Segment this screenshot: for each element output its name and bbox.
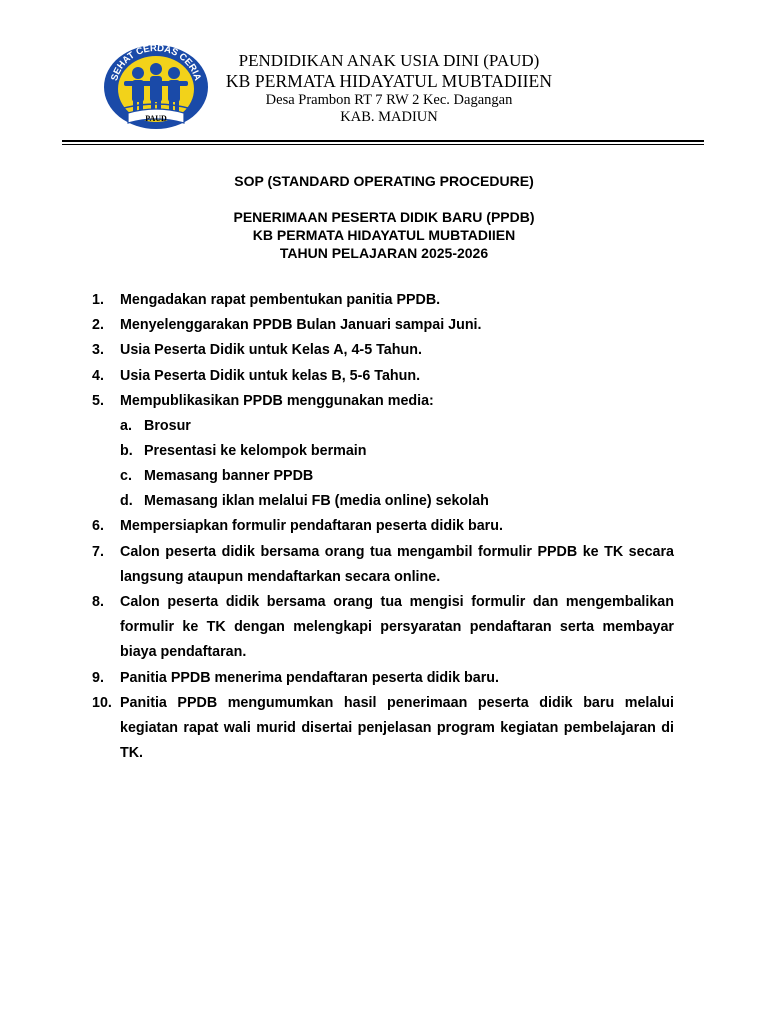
list-item-text: Mengadakan rapat pembentukan panitia PPDB.	[120, 292, 441, 308]
institution-type: PENDIDIKAN ANAK USIA DINI (PAUD)	[238, 51, 540, 70]
sub-list-item-letter: b.	[120, 443, 133, 459]
sub-list-item-letter: a.	[120, 418, 132, 434]
sub-list-item-letter: d.	[120, 493, 133, 509]
list-item-text: Usia Peserta Didik untuk kelas B, 5-6 Tahun.	[120, 368, 421, 384]
document-subtitle-3: TAHUN PELAJARAN 2025-2026	[279, 245, 489, 261]
sub-list-item-text: Brosur	[144, 418, 191, 434]
institution-address: Desa Prambon RT 7 RW 2 Kec. Dagangan	[265, 92, 513, 108]
document-title: SOP (STANDARD OPERATING PROCEDURE)	[234, 173, 534, 189]
sub-list-item-text: Presentasi ke kelompok bermain	[144, 443, 367, 459]
sub-list-item-letter: c.	[120, 468, 132, 484]
institution-regency: KAB. MADIUN	[340, 109, 438, 125]
list-item-text: Calon peserta didik bersama orang tua mengambil formulir PPDB ke TK secara langsung ataupun mendaftarkan secara online.	[120, 544, 674, 586]
list-item-number: 6.	[92, 518, 104, 534]
logo-badge-text: PAUD	[145, 114, 167, 123]
letterhead-divider-thick	[62, 140, 704, 142]
sub-list-item-text: Memasang iklan melalui FB (media online) sekolah	[144, 493, 489, 509]
paud-logo	[102, 43, 210, 131]
logo-ring-text: SEHAT CERDAS CERIA	[109, 43, 203, 83]
sub-list-item-text: Memasang banner PPDB	[144, 468, 314, 484]
list-item-text: Menyelenggarakan PPDB Bulan Januari sampai Juni.	[120, 317, 482, 333]
list-item-number: 10.	[92, 695, 112, 711]
list-item-text: Panitia PPDB mengumumkan hasil penerimaan peserta didik baru melalui kegiatan rapat wali murid disertai penjelasan program kegiatan pembelajaran di TK.	[120, 695, 674, 762]
list-item-text: Calon peserta didik bersama orang tua mengisi formulir dan mengembalikan formulir ke TK dengan melengkapi persyaratan pendaftaran serta membayar biaya pendaftaran.	[120, 594, 674, 661]
list-item-number: 3.	[92, 342, 104, 358]
document-subtitle-2: KB PERMATA HIDAYATUL MUBTADIIEN	[252, 227, 516, 243]
list-item-number: 4.	[92, 368, 104, 384]
list-item-text: Mempublikasikan PPDB menggunakan media:	[120, 393, 434, 409]
list-item-text: Mempersiapkan formulir pendaftaran peserta didik baru.	[120, 518, 503, 534]
list-item-number: 9.	[92, 670, 104, 686]
institution-name: KB PERMATA HIDAYATUL MUBTADIIEN	[225, 71, 553, 91]
list-item-number: 2.	[92, 317, 104, 333]
list-item-number: 7.	[92, 544, 104, 560]
list-item-text: Usia Peserta Didik untuk Kelas A, 4-5 Tahun.	[120, 342, 422, 358]
list-item-number: 8.	[92, 594, 104, 610]
list-item-text: Panitia PPDB menerima pendaftaran peserta didik baru.	[120, 670, 499, 686]
letterhead-divider-thin	[62, 144, 704, 145]
document-subtitle-1: PENERIMAAN PESERTA DIDIK BARU (PPDB)	[233, 209, 535, 225]
list-item-number: 1.	[92, 292, 104, 308]
list-item-number: 5.	[92, 393, 104, 409]
